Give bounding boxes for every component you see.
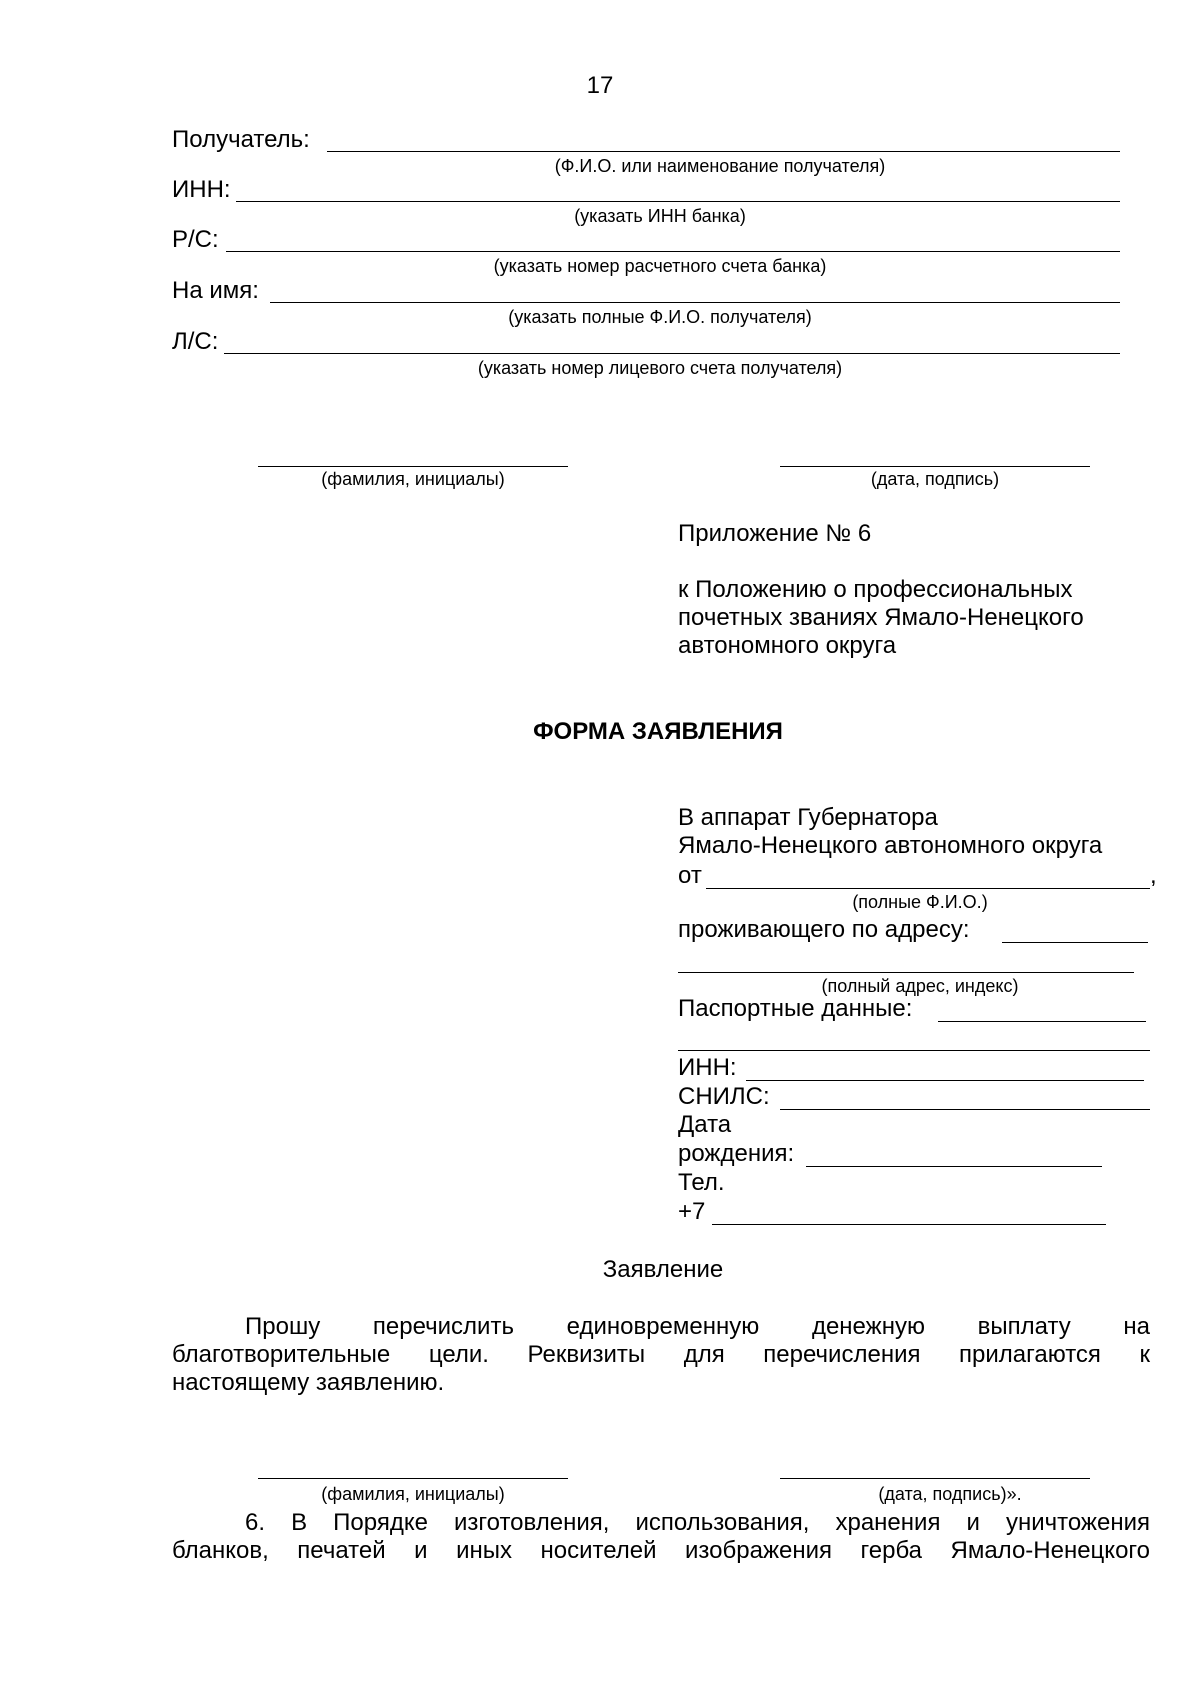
address-line-1	[1002, 942, 1148, 943]
signature-top-left-line	[258, 466, 568, 467]
rs-line	[226, 251, 1120, 252]
statement-title: Заявление	[602, 1256, 724, 1283]
addressee-line-1: В аппарат Губернатора	[678, 804, 938, 831]
appendix-line-1: к Положению о профессиональных	[678, 576, 1073, 603]
name-label: На имя:	[172, 277, 259, 304]
passport-line-2	[678, 1050, 1150, 1051]
item6-line-2: бланков, печатей и иных носителей изображения герба Ямало-Ненецкого	[172, 1537, 1150, 1564]
signature-bottom-left-line	[258, 1478, 568, 1479]
ls-line	[224, 353, 1120, 354]
address-line-2	[678, 972, 1134, 973]
signature-top-right-hint: (дата, подпись)	[870, 469, 1000, 489]
inn-hint: (указать ИНН банка)	[574, 206, 746, 226]
appendix-line-2: почетных званиях Ямало-Ненецкого	[678, 604, 1084, 631]
rs-label: Р/С:	[172, 226, 219, 253]
signature-bottom-left-hint: (фамилия, инициалы)	[321, 1484, 505, 1504]
from-line	[706, 888, 1150, 889]
birth-label-1: Дата	[678, 1111, 732, 1138]
name-hint: (указать полные Ф.И.О. получателя)	[508, 307, 812, 327]
name-line	[270, 302, 1120, 303]
page-number: 17	[586, 72, 614, 99]
snils-label: СНИЛС:	[678, 1083, 770, 1110]
signature-top-right-line	[780, 466, 1090, 467]
passport-label: Паспортные данные:	[678, 995, 913, 1022]
item6-line-1: 6. В Порядке изготовления, использования, хранения и уничтожения	[245, 1509, 1150, 1536]
birth-label-2: рождения:	[678, 1140, 795, 1167]
phone-label-2: +7	[678, 1198, 706, 1225]
passport-line-1	[938, 1021, 1146, 1022]
from-comma: ,	[1150, 862, 1157, 889]
recipient-label: Получатель:	[172, 126, 310, 153]
person-inn-line	[746, 1080, 1144, 1081]
ls-label: Л/С:	[172, 328, 219, 355]
form-title: ФОРМА ЗАЯВЛЕНИЯ	[533, 718, 783, 745]
recipient-hint: (Ф.И.О. или наименование получателя)	[554, 156, 886, 176]
appendix-line-3: автономного округа	[678, 632, 897, 659]
recipient-line	[327, 151, 1120, 152]
person-inn-label: ИНН:	[678, 1054, 737, 1081]
signature-top-left-hint: (фамилия, инициалы)	[321, 469, 505, 489]
address-hint: (полный адрес, индекс)	[821, 976, 1019, 996]
statement-line-3: настоящему заявлению.	[172, 1369, 445, 1396]
inn-line	[236, 201, 1120, 202]
address-label: проживающего по адресу:	[678, 916, 970, 943]
phone-line	[712, 1224, 1106, 1225]
addressee-line-2: Ямало-Ненецкого автономного округа	[678, 832, 1103, 859]
signature-bottom-right-line	[780, 1478, 1090, 1479]
statement-line-1: Прошу перечислить единовременную денежную выплату на	[245, 1313, 1150, 1340]
fio-hint: (полные Ф.И.О.)	[852, 892, 988, 912]
snils-line	[780, 1109, 1150, 1110]
birth-line	[806, 1166, 1102, 1167]
appendix-number: Приложение № 6	[678, 520, 872, 547]
from-label: от	[678, 862, 702, 889]
rs-hint: (указать номер расчетного счета банка)	[493, 256, 827, 276]
phone-label-1: Тел.	[678, 1169, 725, 1196]
inn-label: ИНН:	[172, 176, 231, 203]
statement-line-2: благотворительные цели. Реквизиты для перечисления прилагаются к	[172, 1341, 1150, 1368]
ls-hint: (указать номер лицевого счета получателя)	[477, 358, 843, 378]
signature-bottom-right-hint: (дата, подпись)».	[878, 1484, 1022, 1504]
